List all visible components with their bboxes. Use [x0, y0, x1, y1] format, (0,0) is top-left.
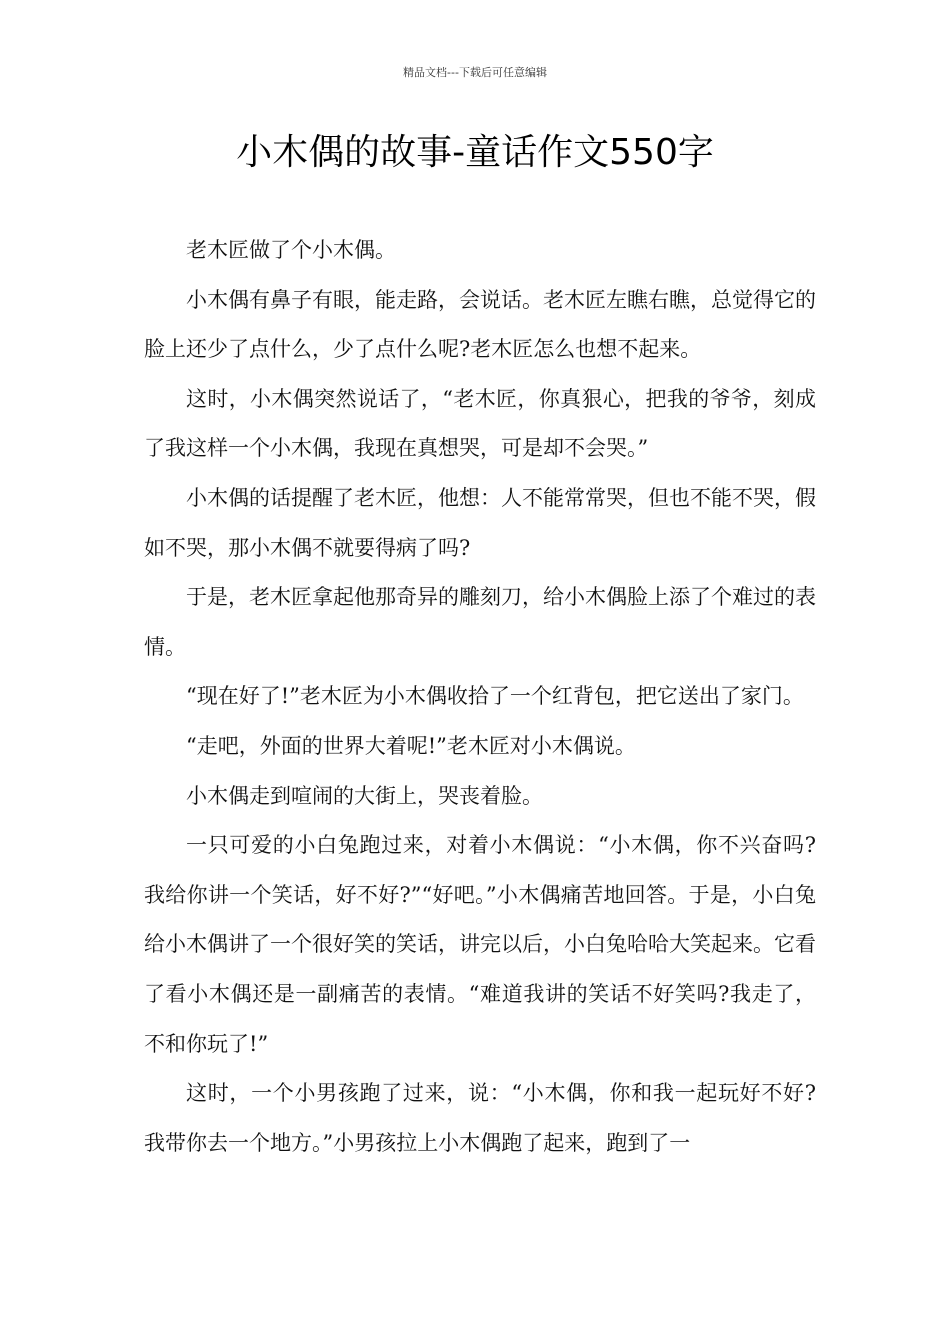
paragraph: 于是，老木匠拿起他那奇异的雕刻刀，给小木偶脸上添了个难过的表情。 [144, 585, 816, 659]
paragraph: 小木偶有鼻子有眼，能走路，会说话。老木匠左瞧右瞧，总觉得它的脸上还少了点什么，少了点什么呢?老木匠怎么也想不起来。 [144, 287, 816, 362]
paragraph: 一只可爱的小白兔跑过来，对着小木偶说：“小木偶，你不兴奋吗?我给你讲一个笑话，好不好?”“好吧。”小木偶痛苦地回答。于是，小白兔给小木偶讲了一个很好笑的笑话，讲完以后，小白兔哈哈大笑起来。它看了看小木偶还是一副痛苦的表情。“难道我讲的笑话不好笑吗?我走了，不和你玩了!” [144, 833, 816, 1056]
paragraph: “走吧，外面的世界大着呢!”老木匠对小木偶说。 [186, 733, 636, 758]
document-body [144, 226, 816, 1168]
paragraph: 小木偶的话提醒了老木匠，他想：人不能常常哭，但也不能不哭，假如不哭，那小木偶不就要得病了吗? [144, 485, 816, 560]
paragraph: 这时，一个小男孩跑了过来，说：“小木偶，你和我一起玩好不好?我带你去一个地方。”小男孩拉上小木偶跑了起来，跑到了一 [144, 1081, 816, 1155]
paragraph: 老木匠做了个小木偶。 [186, 238, 396, 262]
paragraph: 小木偶走到喧闹的大街上，哭丧着脸。 [186, 783, 543, 808]
paragraph: 这时，小木偶突然说话了，“老木匠，你真狠心，把我的爷爷，刻成了我这样一个小木偶，我现在真想哭，可是却不会哭。” [144, 386, 816, 461]
paragraph: “现在好了!”老木匠为小木偶收拾了一个红背包，把它送出了家门。 [186, 684, 804, 709]
header-note: 精品文档---下载后可任意编辑 [403, 66, 547, 79]
document-title: 小木偶的故事-童话作文550字 [236, 132, 714, 173]
